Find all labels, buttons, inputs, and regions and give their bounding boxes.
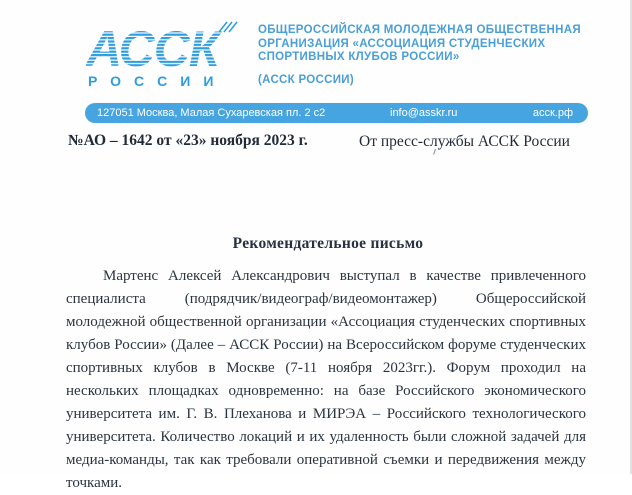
org-name-line-1: ОБЩЕРОССИЙСКАЯ МОЛОДЕЖНАЯ ОБЩЕСТВЕННАЯ [258,24,581,36]
logo-slashes-icon [219,22,237,32]
org-short-name: (АССК РОССИИ) [258,73,355,86]
assk-logo-graphic [86,20,242,90]
org-name-block [258,24,590,86]
letter-body-paragraph: Мартенс Алексей Александрович выступал в качестве привлеченного специалиста (подрядчик/видеограф/видеомонтажер) Общероссийской молодежной общественной организации «Ассоциация студенческих спортивных клубов России» (Далее – АССК России) на Всероссийском форуме студенческих спортивных клубов в Москве (7-11 ноября 2023гг.). Форум проходил на нескольких площадках одновременно: на базе Российского экономического университета им. Г. В. Плеханова и МИРЭА – Российского технологического университета. Количество локаций и их удаленность были сложной задачей для медиа-команды, так как требовали оперативной съемки и передвижения между точками. [66,268,586,491]
logo-text: АССК [86,21,219,77]
letter-sender: От пресс-службы АССК России [359,133,570,150]
scan-speck-artifact [433,149,438,156]
website-address: асск.рф [532,107,573,119]
logo-subtext: РОССИИ [88,73,227,89]
org-name-line-2: ОРГАНИЗАЦИЯ «АССОЦИАЦИЯ СТУДЕНЧЕСКИХ [258,37,546,50]
postal-address: 127051 Москва, Малая Сухаревская пл. 2 с2 [97,107,326,119]
contact-bar [85,103,588,123]
assk-logo [86,20,242,90]
email-address: info@asskr.ru [390,107,458,119]
letter-number: №АО – 1642 от «23» ноября 2023 г. [68,132,308,149]
org-name-line-3: СПОРТИВНЫХ КЛУБОВ РОССИИ» [258,51,460,63]
letter-title: Рекомендательное письмо [232,235,424,252]
